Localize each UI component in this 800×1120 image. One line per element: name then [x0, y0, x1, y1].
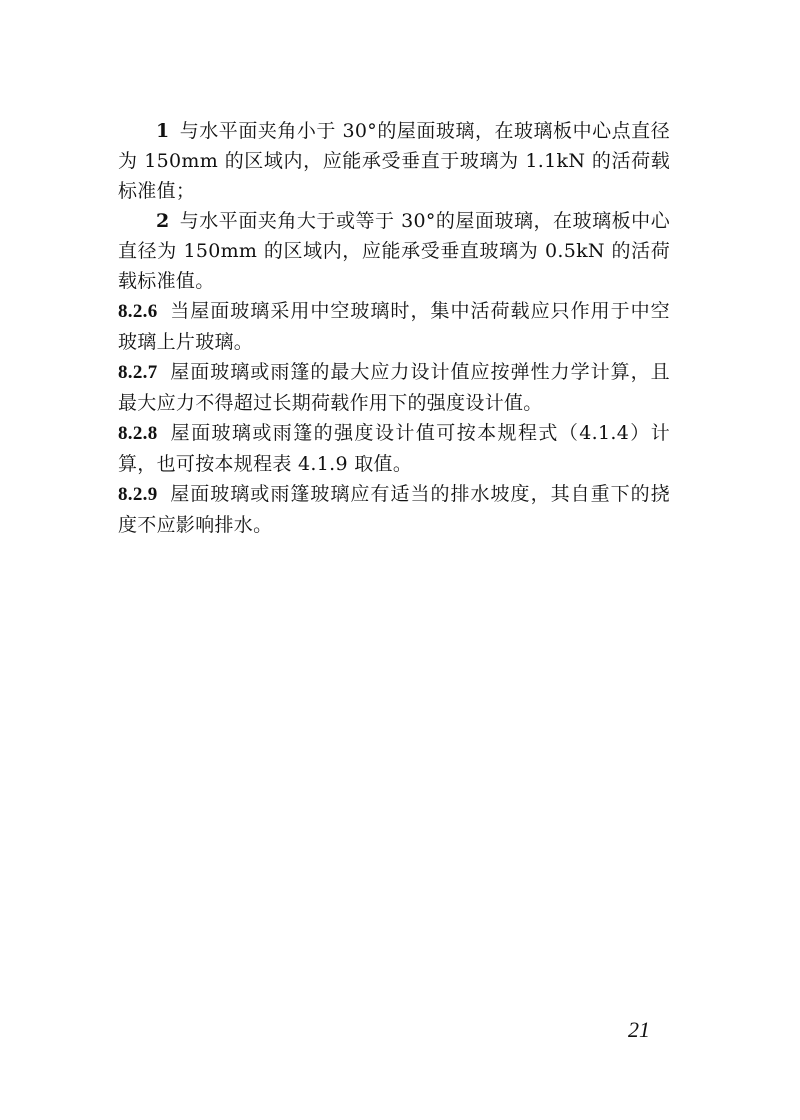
list-item-2 [118, 206, 670, 296]
clause-8-2-7 [118, 357, 670, 418]
page-number: 21 [628, 1017, 650, 1042]
list-item-number: 1 [156, 120, 170, 142]
clause-number: 8.2.9 [118, 484, 158, 505]
clause-text: 当屋面玻璃采用中空玻璃时，集中活荷载应只作用于中空玻璃上片玻璃。 [118, 300, 670, 353]
clause-8-2-6 [118, 296, 670, 357]
clause-number: 8.2.8 [118, 423, 158, 444]
body-text [118, 116, 670, 540]
clause-8-2-9 [118, 479, 670, 540]
clause-text: 屋面玻璃或雨篷的最大应力设计值应按弹性力学计算，且最大应力不得超过长期荷载作用下的强度设计值。 [118, 361, 670, 414]
clause-text: 屋面玻璃或雨篷玻璃应有适当的排水坡度，其自重下的挠度不应影响排水。 [118, 483, 670, 536]
clause-number: 8.2.6 [118, 301, 158, 322]
list-item-text: 与水平面夹角大于或等于 30°的屋面玻璃，在玻璃板中心直径为 150mm 的区域内，应能承受垂直玻璃为 0.5kN 的活荷载标准值。 [118, 210, 670, 292]
clause-number: 8.2.7 [118, 362, 158, 383]
list-item-1 [118, 116, 670, 206]
list-item-number: 2 [156, 210, 170, 232]
clause-8-2-8 [118, 418, 670, 479]
clause-text: 屋面玻璃或雨篷的强度设计值可按本规程式（4.1.4）计算，也可按本规程表 4.1.9 取值。 [118, 422, 670, 475]
list-item-text: 与水平面夹角小于 30°的屋面玻璃，在玻璃板中心点直径为 150mm 的区域内，应能承受垂直于玻璃为 1.1kN 的活荷载标准值； [118, 120, 670, 202]
